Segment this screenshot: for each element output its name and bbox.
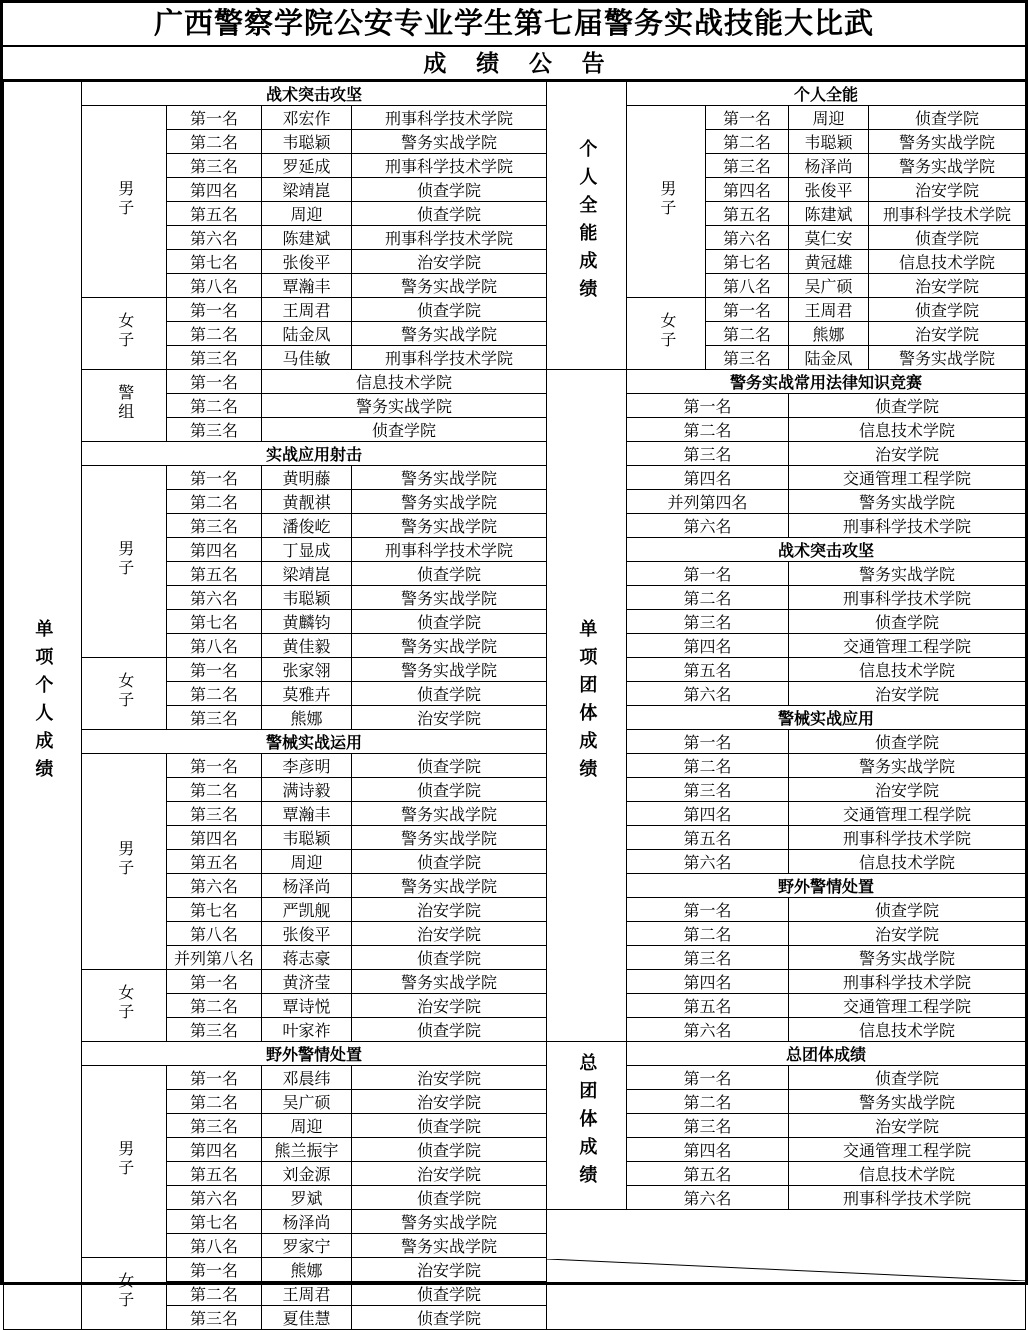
college-cell: 治安学院 [789, 1114, 1026, 1138]
college-cell: 侦查学院 [869, 226, 1026, 250]
college-cell: 治安学院 [789, 778, 1026, 802]
rank-cell: 第二名 [167, 1090, 262, 1114]
gender-cell [82, 1066, 167, 1258]
college-cell: 警务实战学院 [789, 562, 1026, 586]
college-cell: 交通管理工程学院 [789, 1138, 1026, 1162]
college-cell: 治安学院 [789, 682, 1026, 706]
rank-cell: 第一名 [167, 1066, 262, 1090]
college-cell: 警务实战学院 [869, 154, 1026, 178]
college-cell: 警务实战学院 [869, 130, 1026, 154]
college-cell: 侦查学院 [789, 610, 1026, 634]
name-cell: 罗斌 [262, 1186, 352, 1210]
name-cell: 梁靖崑 [262, 178, 352, 202]
college-cell: 警务实战学院 [352, 322, 547, 346]
college-cell: 侦查学院 [352, 298, 547, 322]
rank-cell: 第二名 [706, 322, 789, 346]
name-cell: 韦聪颖 [789, 130, 869, 154]
name-cell: 黄济莹 [262, 970, 352, 994]
section-header: 警械实战运用 [82, 730, 547, 754]
results-subtitle: 成 绩 公 告 [3, 47, 1025, 81]
name-cell: 陈建斌 [262, 226, 352, 250]
rank-cell: 第七名 [167, 610, 262, 634]
college-cell: 刑事科学技术学院 [789, 1186, 1026, 1210]
gender-cell [82, 370, 167, 442]
rank-cell: 第二名 [167, 1282, 262, 1306]
rank-cell: 第二名 [627, 922, 789, 946]
college-cell: 治安学院 [352, 1090, 547, 1114]
section-header: 实战应用射击 [82, 442, 547, 466]
gender-text: 男子 [115, 840, 133, 878]
gender-text: 女子 [115, 984, 133, 1022]
name-cell: 陆金凤 [789, 346, 869, 370]
name-cell: 张俊平 [262, 922, 352, 946]
college-cell: 警务实战学院 [352, 130, 547, 154]
gender-text: 女子 [657, 312, 675, 350]
rank-cell: 第四名 [167, 538, 262, 562]
college-cell: 侦查学院 [352, 1114, 547, 1138]
college-cell: 刑事科学技术学院 [352, 226, 547, 250]
rank-cell: 第五名 [627, 994, 789, 1018]
group-label-individual-allround [547, 82, 627, 370]
rank-cell: 第四名 [627, 466, 789, 490]
rank-cell: 第二名 [167, 682, 262, 706]
college-cell: 交通管理工程学院 [789, 802, 1026, 826]
college-cell: 侦查学院 [352, 682, 547, 706]
name-cell: 黄明藤 [262, 466, 352, 490]
rank-cell: 第八名 [167, 922, 262, 946]
college-cell: 治安学院 [352, 922, 547, 946]
rank-cell: 第六名 [167, 586, 262, 610]
college-cell: 治安学院 [352, 1258, 547, 1282]
college-cell: 治安学院 [869, 178, 1026, 202]
college-cell: 侦查学院 [869, 106, 1026, 130]
rank-cell: 第三名 [167, 346, 262, 370]
rank-cell: 第二名 [167, 778, 262, 802]
college-cell: 警务实战学院 [262, 394, 547, 418]
rank-cell: 第一名 [167, 106, 262, 130]
group-label-team-events-text: 单项团体成绩 [577, 619, 598, 787]
gender-text: 警组 [115, 384, 133, 422]
page-title: 广西警察学院公安专业学生第七届警务实战技能大比武 [3, 3, 1025, 47]
college-cell: 交通管理工程学院 [789, 466, 1026, 490]
rank-cell: 第三名 [167, 418, 262, 442]
name-cell: 黄麟钧 [262, 610, 352, 634]
rank-cell: 第三名 [627, 610, 789, 634]
group-label-individual-allround-text: 个人全能成绩 [577, 139, 598, 307]
rank-cell: 第一名 [706, 298, 789, 322]
college-cell: 警务实战学院 [789, 754, 1026, 778]
section-header: 警务实战常用法律知识竞赛 [627, 370, 1026, 394]
name-cell: 杨泽尚 [262, 1210, 352, 1234]
college-cell: 警务实战学院 [352, 802, 547, 826]
college-cell: 治安学院 [352, 898, 547, 922]
college-cell: 警务实战学院 [789, 490, 1026, 514]
college-cell: 警务实战学院 [352, 490, 547, 514]
group-label-total-team-text: 总团体成绩 [577, 1053, 598, 1193]
name-cell: 莫仁安 [789, 226, 869, 250]
college-cell: 警务实战学院 [352, 466, 547, 490]
group-label-team-events [547, 370, 627, 1042]
rank-cell: 第二名 [167, 394, 262, 418]
college-cell: 警务实战学院 [352, 514, 547, 538]
rank-cell: 第四名 [706, 178, 789, 202]
college-cell: 治安学院 [352, 706, 547, 730]
rank-cell: 第七名 [706, 250, 789, 274]
college-cell: 警务实战学院 [352, 658, 547, 682]
college-cell: 侦查学院 [352, 946, 547, 970]
college-cell: 治安学院 [352, 250, 547, 274]
rank-cell: 第三名 [167, 802, 262, 826]
rank-cell: 第六名 [167, 1186, 262, 1210]
results-table [3, 81, 1026, 1330]
rank-cell: 第四名 [167, 178, 262, 202]
gender-cell [82, 1258, 167, 1330]
rank-cell: 第一名 [167, 298, 262, 322]
college-cell: 侦查学院 [352, 754, 547, 778]
rank-cell: 并列第八名 [167, 946, 262, 970]
college-cell: 信息技术学院 [789, 1018, 1026, 1042]
name-cell: 张家翎 [262, 658, 352, 682]
name-cell: 熊娜 [262, 706, 352, 730]
rank-cell: 第八名 [167, 634, 262, 658]
name-cell: 覃诗悦 [262, 994, 352, 1018]
rank-cell: 第七名 [167, 250, 262, 274]
rank-cell: 第六名 [167, 874, 262, 898]
section-header: 战术突击攻坚 [627, 538, 1026, 562]
college-cell: 侦查学院 [352, 1306, 547, 1330]
gender-cell [82, 658, 167, 730]
rank-cell: 第二名 [627, 586, 789, 610]
name-cell: 蒋志豪 [262, 946, 352, 970]
college-cell: 侦查学院 [352, 202, 547, 226]
college-cell: 侦查学院 [352, 778, 547, 802]
name-cell: 王周君 [262, 1282, 352, 1306]
gender-text: 男子 [115, 1140, 133, 1178]
name-cell: 熊兰振宇 [262, 1138, 352, 1162]
gender-text: 女子 [115, 1272, 133, 1310]
rank-cell: 第一名 [167, 754, 262, 778]
rank-cell: 第五名 [627, 658, 789, 682]
name-cell: 黄佳毅 [262, 634, 352, 658]
college-cell: 治安学院 [869, 322, 1026, 346]
college-cell: 刑事科学技术学院 [352, 538, 547, 562]
rank-cell: 第八名 [167, 274, 262, 298]
rank-cell: 第三名 [167, 1018, 262, 1042]
college-cell: 治安学院 [789, 922, 1026, 946]
rank-cell: 第二名 [706, 130, 789, 154]
diagonal-slash-icon [547, 1259, 1025, 1281]
college-cell: 刑事科学技术学院 [869, 202, 1026, 226]
name-cell: 韦聪颖 [262, 130, 352, 154]
rank-cell: 第一名 [167, 466, 262, 490]
section-header: 总团体成绩 [627, 1042, 1026, 1066]
rank-cell: 第四名 [627, 1138, 789, 1162]
rank-cell: 第三名 [167, 1306, 262, 1330]
name-cell: 邓晨纬 [262, 1066, 352, 1090]
college-cell: 侦查学院 [352, 1138, 547, 1162]
rank-cell: 第六名 [706, 226, 789, 250]
name-cell: 王周君 [789, 298, 869, 322]
college-cell: 刑事科学技术学院 [352, 106, 547, 130]
college-cell: 警务实战学院 [352, 1234, 547, 1258]
rank-cell: 第一名 [167, 970, 262, 994]
rank-cell: 第八名 [167, 1234, 262, 1258]
name-cell: 莫雅卉 [262, 682, 352, 706]
rank-cell: 第一名 [706, 106, 789, 130]
name-cell: 熊娜 [262, 1258, 352, 1282]
gender-cell [627, 298, 706, 370]
name-cell: 邓宏作 [262, 106, 352, 130]
name-cell: 梁靖崑 [262, 562, 352, 586]
college-cell: 警务实战学院 [352, 274, 547, 298]
rank-cell: 第一名 [627, 562, 789, 586]
college-cell: 刑事科学技术学院 [352, 154, 547, 178]
group-label-individual-events-text: 单项个人成绩 [33, 619, 54, 787]
name-cell: 马佳敏 [262, 346, 352, 370]
college-cell: 治安学院 [789, 442, 1026, 466]
college-cell: 信息技术学院 [789, 658, 1026, 682]
college-cell: 侦查学院 [352, 1186, 547, 1210]
name-cell: 覃瀚丰 [262, 802, 352, 826]
college-cell: 交通管理工程学院 [789, 634, 1026, 658]
college-cell: 刑事科学技术学院 [789, 970, 1026, 994]
college-cell: 侦查学院 [262, 418, 547, 442]
name-cell: 韦聪颖 [262, 826, 352, 850]
name-cell: 陆金凤 [262, 322, 352, 346]
college-cell: 刑事科学技术学院 [789, 514, 1026, 538]
group-label-individual-events [4, 82, 82, 1330]
rank-cell: 第五名 [627, 826, 789, 850]
college-cell: 信息技术学院 [789, 1162, 1026, 1186]
rank-cell: 第五名 [627, 1162, 789, 1186]
college-cell: 警务实战学院 [352, 874, 547, 898]
name-cell: 杨泽尚 [262, 874, 352, 898]
name-cell: 周迎 [789, 106, 869, 130]
rank-cell: 第一名 [627, 898, 789, 922]
name-cell: 张俊平 [789, 178, 869, 202]
college-cell: 警务实战学院 [352, 1210, 547, 1234]
rank-cell: 第四名 [627, 802, 789, 826]
group-label-total-team [547, 1042, 627, 1210]
college-cell: 治安学院 [352, 1066, 547, 1090]
rank-cell: 第五名 [167, 562, 262, 586]
rank-cell: 第三名 [627, 1114, 789, 1138]
rank-cell: 第二名 [627, 1090, 789, 1114]
college-cell: 侦查学院 [352, 850, 547, 874]
rank-cell: 第三名 [706, 346, 789, 370]
name-cell: 周迎 [262, 202, 352, 226]
rank-cell: 第三名 [627, 778, 789, 802]
section-header: 战术突击攻坚 [82, 82, 547, 106]
college-cell: 治安学院 [352, 994, 547, 1018]
college-cell: 侦查学院 [869, 298, 1026, 322]
name-cell: 丁显成 [262, 538, 352, 562]
college-cell: 刑事科学技术学院 [789, 826, 1026, 850]
college-cell: 警务实战学院 [789, 946, 1026, 970]
gender-text: 男子 [115, 180, 133, 218]
rank-cell: 第五名 [706, 202, 789, 226]
name-cell: 吴广硕 [789, 274, 869, 298]
gender-cell [82, 754, 167, 970]
gender-text: 女子 [115, 312, 133, 350]
rank-cell: 第六名 [627, 1186, 789, 1210]
gender-cell [82, 298, 167, 370]
college-cell: 侦查学院 [352, 562, 547, 586]
name-cell: 周迎 [262, 1114, 352, 1138]
name-cell: 李彦明 [262, 754, 352, 778]
name-cell: 韦聪颖 [262, 586, 352, 610]
college-cell: 治安学院 [352, 1162, 547, 1186]
college-cell: 警务实战学院 [352, 826, 547, 850]
name-cell: 熊娜 [789, 322, 869, 346]
rank-cell: 第二名 [627, 418, 789, 442]
college-cell: 刑事科学技术学院 [789, 586, 1026, 610]
college-cell: 侦查学院 [352, 1018, 547, 1042]
rank-cell: 第七名 [167, 898, 262, 922]
college-cell: 刑事科学技术学院 [352, 346, 547, 370]
college-cell: 警务实战学院 [352, 634, 547, 658]
name-cell: 杨泽尚 [789, 154, 869, 178]
rank-cell: 第五名 [167, 202, 262, 226]
gender-cell [82, 106, 167, 298]
section-header: 个人全能 [627, 82, 1026, 106]
college-cell: 信息技术学院 [789, 418, 1026, 442]
rank-cell: 并列第四名 [627, 490, 789, 514]
name-cell: 王周君 [262, 298, 352, 322]
section-header: 野外警情处置 [82, 1042, 547, 1066]
rank-cell: 第三名 [167, 706, 262, 730]
gender-cell [82, 466, 167, 658]
rank-cell: 第四名 [627, 970, 789, 994]
gender-cell [627, 106, 706, 298]
college-cell: 侦查学院 [789, 394, 1026, 418]
college-cell: 侦查学院 [789, 1066, 1026, 1090]
rank-cell: 第二名 [627, 754, 789, 778]
name-cell: 张俊平 [262, 250, 352, 274]
gender-cell [82, 970, 167, 1042]
rank-cell: 第一名 [167, 658, 262, 682]
name-cell: 吴广硕 [262, 1090, 352, 1114]
name-cell: 严凯舰 [262, 898, 352, 922]
college-cell: 信息技术学院 [789, 850, 1026, 874]
rank-cell: 第七名 [167, 1210, 262, 1234]
name-cell: 叶家祚 [262, 1018, 352, 1042]
name-cell: 刘金源 [262, 1162, 352, 1186]
rank-cell: 第三名 [167, 1114, 262, 1138]
rank-cell: 第三名 [627, 946, 789, 970]
rank-cell: 第二名 [167, 322, 262, 346]
college-cell: 交通管理工程学院 [789, 994, 1026, 1018]
gender-text: 男子 [657, 180, 675, 218]
rank-cell: 第六名 [167, 226, 262, 250]
college-cell: 侦查学院 [352, 610, 547, 634]
name-cell: 夏佳慧 [262, 1306, 352, 1330]
gender-text: 女子 [115, 672, 133, 710]
college-cell: 警务实战学院 [869, 346, 1026, 370]
rank-cell: 第六名 [627, 682, 789, 706]
rank-cell: 第一名 [167, 370, 262, 394]
college-cell: 信息技术学院 [262, 370, 547, 394]
college-cell: 警务实战学院 [352, 586, 547, 610]
name-cell: 周迎 [262, 850, 352, 874]
college-cell: 侦查学院 [352, 178, 547, 202]
rank-cell: 第三名 [706, 154, 789, 178]
rank-cell: 第三名 [167, 154, 262, 178]
rank-cell: 第二名 [167, 994, 262, 1018]
name-cell: 罗延成 [262, 154, 352, 178]
rank-cell: 第一名 [167, 1258, 262, 1282]
name-cell: 满诗毅 [262, 778, 352, 802]
rank-cell: 第六名 [627, 1018, 789, 1042]
rank-cell: 第一名 [627, 394, 789, 418]
name-cell: 覃瀚丰 [262, 274, 352, 298]
rank-cell: 第六名 [627, 850, 789, 874]
rank-cell: 第六名 [627, 514, 789, 538]
name-cell: 陈建斌 [789, 202, 869, 226]
college-cell: 警务实战学院 [789, 1090, 1026, 1114]
empty-diagonal-cell [547, 1210, 1026, 1330]
rank-cell: 第四名 [167, 1138, 262, 1162]
rank-cell: 第五名 [167, 850, 262, 874]
rank-cell: 第一名 [627, 730, 789, 754]
section-header: 野外警情处置 [627, 874, 1026, 898]
rank-cell: 第二名 [167, 130, 262, 154]
name-cell: 罗家宁 [262, 1234, 352, 1258]
rank-cell: 第八名 [706, 274, 789, 298]
college-cell: 信息技术学院 [869, 250, 1026, 274]
rank-cell: 第三名 [167, 514, 262, 538]
name-cell: 潘俊屹 [262, 514, 352, 538]
college-cell: 侦查学院 [789, 898, 1026, 922]
section-header: 警械实战应用 [627, 706, 1026, 730]
gender-text: 男子 [115, 540, 133, 578]
rank-cell: 第三名 [627, 442, 789, 466]
rank-cell: 第一名 [627, 1066, 789, 1090]
college-cell: 侦查学院 [789, 730, 1026, 754]
college-cell: 警务实战学院 [352, 970, 547, 994]
rank-cell: 第五名 [167, 1162, 262, 1186]
rank-cell: 第四名 [167, 826, 262, 850]
college-cell: 侦查学院 [352, 1282, 547, 1306]
college-cell: 治安学院 [869, 274, 1026, 298]
rank-cell: 第二名 [167, 490, 262, 514]
name-cell: 黄靓祺 [262, 490, 352, 514]
rank-cell: 第四名 [627, 634, 789, 658]
name-cell: 黄冠雄 [789, 250, 869, 274]
